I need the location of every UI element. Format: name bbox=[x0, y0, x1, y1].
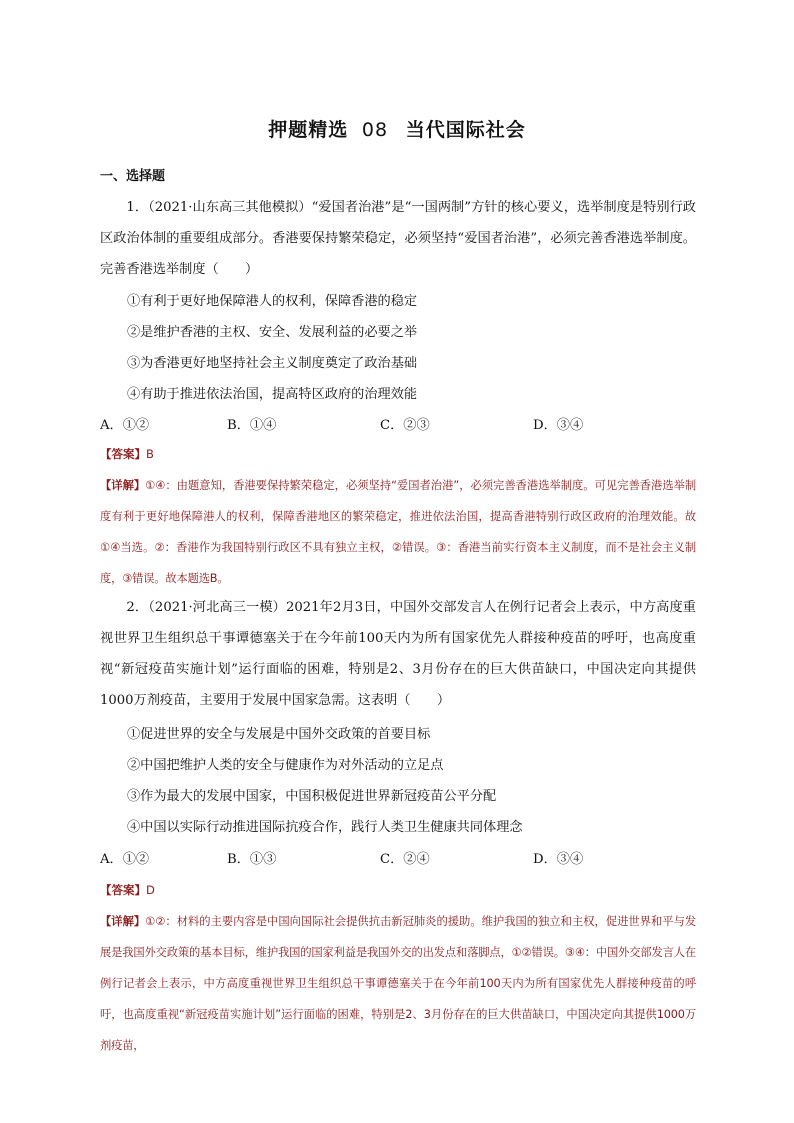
section-heading: 一、选择题 bbox=[100, 169, 166, 184]
question-2-answer bbox=[100, 882, 155, 898]
answer-label: 【答案】 bbox=[100, 883, 146, 897]
question-1-answer bbox=[100, 446, 154, 462]
title-topic: 当代国际社会 bbox=[405, 119, 526, 141]
choice-a: A．①② bbox=[100, 852, 150, 867]
question-1-choices bbox=[100, 414, 700, 434]
title-prefix: 押题精选 bbox=[268, 119, 349, 141]
question-1-detail bbox=[100, 470, 696, 594]
choice-b: B．①③ bbox=[227, 852, 277, 867]
answer-value: D bbox=[146, 883, 155, 897]
question-1-stem: 1．（2021·山东高三其他模拟）“爱国者治港”是“一国两制”方针的核心要义，选举制度是特别行政区政治体制的重要组成部分。香港要保持繁荣稳定，必须坚持“爱国者治港”，必须完善香港选举制度。完善香港选举制度（ ） bbox=[100, 200, 696, 277]
detail-label: 【详解】 bbox=[100, 915, 146, 928]
question-2-option-4: ④中国以实际行动推进国际抗疫合作，践行人类卫生健康共同体理念 bbox=[127, 820, 523, 835]
choice-c: C．②③ bbox=[380, 418, 430, 433]
question-2-detail bbox=[100, 906, 696, 1061]
choice-d: D．③④ bbox=[533, 418, 584, 433]
title-number: 08 bbox=[361, 119, 389, 141]
question-1-option-4: ④有助于推进依法治国，提高特区政府的治理效能 bbox=[127, 387, 418, 402]
question-1-option-1: ①有利于更好地保障港人的权利，保障香港的稳定 bbox=[127, 294, 418, 309]
answer-value: B bbox=[146, 447, 154, 461]
choice-d: D．③④ bbox=[533, 852, 584, 867]
question-2-option-2: ②中国把维护人类的安全与健康作为对外活动的立足点 bbox=[127, 758, 444, 773]
question-1-option-2: ②是维护香港的主权、安全、发展利益的必要之举 bbox=[127, 325, 418, 340]
detail-text: ①④：由题意知，香港要保持繁荣稳定，必须坚持“爱国者治港”，必须完善香港选举制度。可见完善香港选举制度有利于更好地保障港人的权利，保障香港地区的繁荣稳定，推进依法治国，提高香港特别行政区政府的治理效能。故①④当选。②：香港作为我国特别行政区不具有独立主权，②错误。③：香港当前实行资本主义制度，而不是社会主义制度，③错误。故本题选B。 bbox=[100, 479, 697, 585]
question-1-option-3: ③为香港更好地坚持社会主义制度奠定了政治基础 bbox=[127, 356, 418, 371]
page-title bbox=[0, 115, 794, 142]
question-2-option-3: ③作为最大的发展中国家，中国积极促进世界新冠疫苗公平分配 bbox=[127, 789, 497, 804]
choice-b: B．①④ bbox=[227, 418, 277, 433]
detail-label: 【详解】 bbox=[100, 479, 146, 492]
detail-text: ①②：材料的主要内容是中国向国际社会提供抗击新冠肺炎的援助。维护我国的独立和主权，促进世界和平与发展是我国外交政策的基本目标，维护我国的国家利益是我国外交的出发点和落脚点，①②错误。③④：中国外交部发言人在例行记者会上表示，中方高度重视世界卫生组织总干事谭德塞关于在今年前100天内为所有国家优先人群接种疫苗的呼吁，也高度重视“新冠疫苗实施计划”运行面临的困难，特别是2、3月份存在的巨大供苗缺口，中国决定向其提供1000万剂疫苗， bbox=[100, 915, 696, 1052]
choice-a: A．①② bbox=[100, 418, 150, 433]
question-2-option-1: ①促进世界的安全与发展是中国外交政策的首要目标 bbox=[127, 727, 431, 742]
answer-label: 【答案】 bbox=[100, 447, 146, 461]
question-2-choices bbox=[100, 848, 700, 868]
question-2-stem: 2．（2021·河北高三一模）2021年2月3日，中国外交部发言人在例行记者会上表示，中方高度重视世界卫生组织总干事谭德塞关于在今年前100天内为所有国家优先人群接种疫苗的呼吁，也高度重视“新冠疫苗实施计划”运行面临的困难，特别是2、3月份存在的巨大供苗缺口，中国决定向其提供1000万剂疫苗，主要用于发展中国家急需。这表明（ ） bbox=[100, 600, 696, 708]
choice-c: C．②④ bbox=[380, 852, 430, 867]
